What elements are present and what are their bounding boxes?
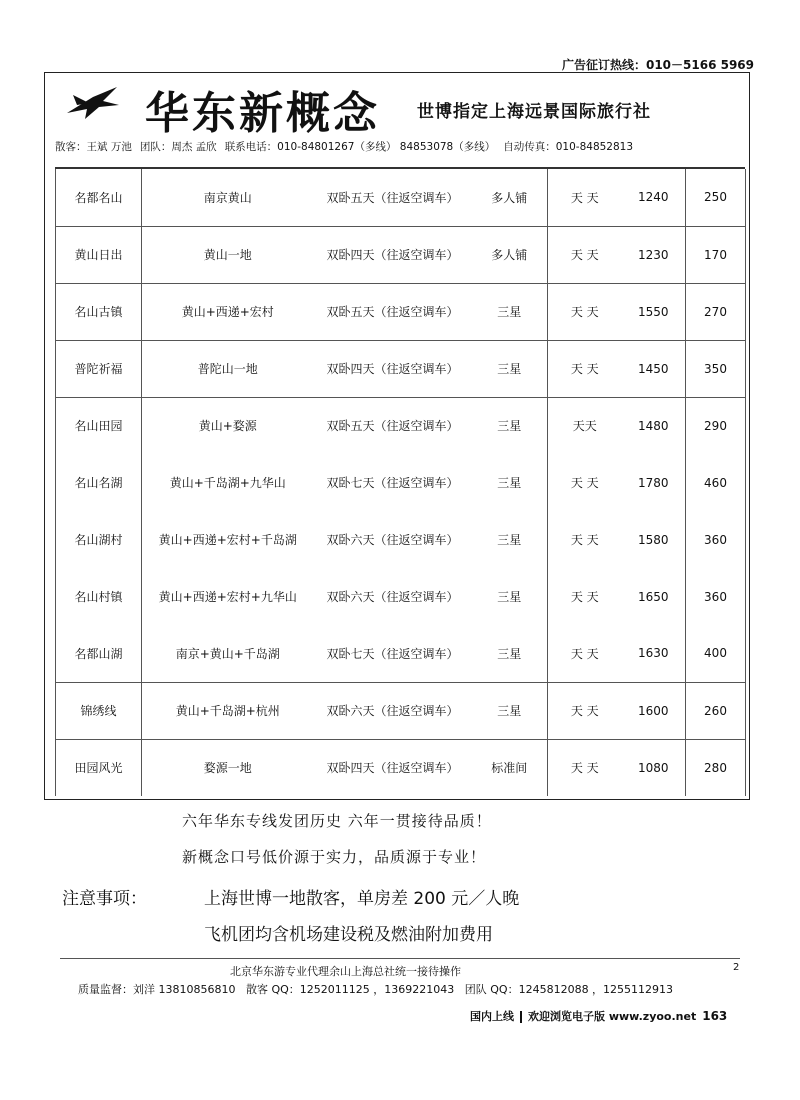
route-itinerary: 黄山+西递+宏村+千岛湖 [158,533,297,547]
route-row [56,682,746,739]
route-departure: 天 天 [570,476,599,490]
route-accommodation: 三星 [472,511,548,568]
route-price: 1240 [622,169,686,226]
publication-bar [470,1008,727,1024]
page-number: 163 [702,1009,728,1023]
team-contacts: 团队：周杰 孟欣 [139,141,217,153]
route-child-price: 400 [686,625,746,682]
route-departure: 天 天 [548,625,622,682]
route-accommodation: 三星 [472,682,548,739]
route-departure: 天天 [572,419,597,434]
route-departure: 天 天 [548,340,622,397]
section-name: 国内上线 [470,1010,514,1023]
route-itinerary: 黄山+千岛湖+杭州 [142,682,314,739]
route-category: 锦绣线 [56,682,142,739]
note-expo-single-room: 上海世博一地散客，单房差 200 元／人晚 [204,889,520,909]
website-link[interactable]: 欢迎浏览电子版 www.zyoo.net [528,1010,697,1023]
route-child-price: 270 [686,283,746,340]
route-category: 名山田园 [56,397,142,454]
route-transport: 双卧七天（往返空调车） [314,625,472,682]
route-row [56,169,746,226]
route-transport: 双卧五天（往返空调车） [326,419,459,434]
route-row [56,625,746,682]
route-departure: 天 天 [570,533,599,547]
route-row [56,397,746,454]
route-price: 1230 [622,226,686,283]
route-category: 田园风光 [56,739,142,796]
route-transport: 双卧六天（往返空调车） [314,682,472,739]
route-price: 1580 [622,511,686,568]
route-itinerary: 黄山一地 [142,226,314,283]
route-accommodation: 三星 [472,625,548,682]
route-transport: 双卧四天（往返空调车） [314,226,472,283]
route-departure: 天 天 [548,169,622,226]
route-category: 名都名山 [56,169,142,226]
route-price: 1480 [622,397,686,454]
phone-numbers: 联系电话：010-84801267（多线） 84853078（多线） [224,141,496,153]
route-itinerary: 黄山+千岛湖+九华山 [169,476,286,490]
route-itinerary: 黄山+西递+宏村+九华山 [158,590,297,604]
route-accommodation: 三星 [472,454,548,511]
route-departure: 天 天 [548,226,622,283]
route-child-price: 260 [686,682,746,739]
routes-table-wrap [55,167,745,796]
note-airport-tax: 飞机团均含机场建设税及燃油附加费用 [204,925,493,945]
footer-rule [60,958,740,959]
route-price: 1450 [622,340,686,397]
route-departure: 天 天 [570,590,599,604]
route-price: 1650 [622,568,686,625]
route-itinerary: 黄山+西递+宏村 [142,283,314,340]
advertisement-frame [44,72,750,800]
route-child-price: 290 [686,397,746,454]
bird-logo-icon [63,83,121,123]
route-transport: 双卧七天（往返空调车） [326,476,459,490]
route-itinerary: 婺源一地 [203,761,252,776]
route-category: 黄山日出 [56,226,142,283]
route-child-price: 280 [686,739,746,796]
route-accommodation: 三星 [472,340,548,397]
route-category: 名都山湖 [56,625,142,682]
route-child-price: 250 [686,169,746,226]
route-transport: 双卧四天（往返空调车） [314,340,472,397]
route-transport: 双卧六天（往返空调车） [326,533,459,547]
route-itinerary: 黄山+婺源 [198,419,257,434]
sales-contacts: 散客：王斌 万池 [55,141,132,153]
route-departure: 天 天 [548,283,622,340]
route-price: 1550 [622,283,686,340]
footer-small-number: 2 [733,962,740,973]
route-row [56,226,746,283]
fax-number: 自动传真：010-84852813 [503,141,634,153]
route-price: 1780 [622,454,686,511]
route-child-price: 360 [686,568,746,625]
route-transport: 双卧五天（往返空调车） [314,283,472,340]
notes-title: 注意事项： [62,889,147,909]
footer-operator: 北京华东游专业代理余山上海总社统一接待操作 [230,965,461,978]
route-category: 名山古镇 [56,283,142,340]
route-category: 名山村镇 [56,568,142,625]
route-accommodation: 多人铺 [472,226,548,283]
route-itinerary: 南京+黄山+千岛湖 [142,625,314,682]
route-accommodation: 三星 [472,283,548,340]
contact-line [55,139,745,154]
footer-contacts [78,981,673,997]
quality-supervisor: 质量监督：刘洋 13810856810 [78,983,236,996]
routes-table [55,169,746,796]
route-price: 1080 [622,739,686,796]
route-transport: 双卧五天（往返空调车） [314,169,472,226]
route-accommodation: 三星 [472,397,548,454]
route-departure: 天 天 [548,682,622,739]
route-itinerary: 普陀山一地 [142,340,314,397]
route-child-price: 360 [686,511,746,568]
route-child-price: 460 [686,454,746,511]
route-price: 1600 [622,682,686,739]
slogan-quality: 新概念口号低价源于实力，品质源于专业！ [182,848,487,866]
route-itinerary: 南京黄山 [142,169,314,226]
separator-bar [520,1011,522,1023]
route-accommodation: 三星 [472,568,548,625]
route-row [56,739,746,796]
route-row [56,340,746,397]
group-qq: 团队 QQ：1245812088 ，1255112913 [464,983,674,996]
slogan-history: 六年华东专线发团历史 六年一贯接待品质！ [182,812,492,830]
guest-qq: 散客 QQ：1252011125 ，1369221043 [245,983,455,996]
route-row [56,454,746,511]
route-category: 普陀祈福 [56,340,142,397]
route-transport: 双卧六天（往返空调车） [326,590,459,604]
route-departure: 天 天 [570,761,599,776]
route-category: 名山名湖 [56,454,142,511]
ad-hotline: 广告征订热线：010－5166 5969 [561,58,754,72]
route-price: 1630 [622,625,686,682]
route-row [56,511,746,568]
route-accommodation: 标准间 [472,739,548,796]
brand-name: 华东新概念 [145,88,380,139]
route-row [56,568,746,625]
route-transport: 双卧四天（往返空调车） [326,761,459,776]
route-child-price: 170 [686,226,746,283]
brand-subtitle: 世博指定上海远景国际旅行社 [417,102,651,122]
route-category: 名山湖村 [56,511,142,568]
route-row [56,283,746,340]
route-accommodation: 多人铺 [472,169,548,226]
route-child-price: 350 [686,340,746,397]
